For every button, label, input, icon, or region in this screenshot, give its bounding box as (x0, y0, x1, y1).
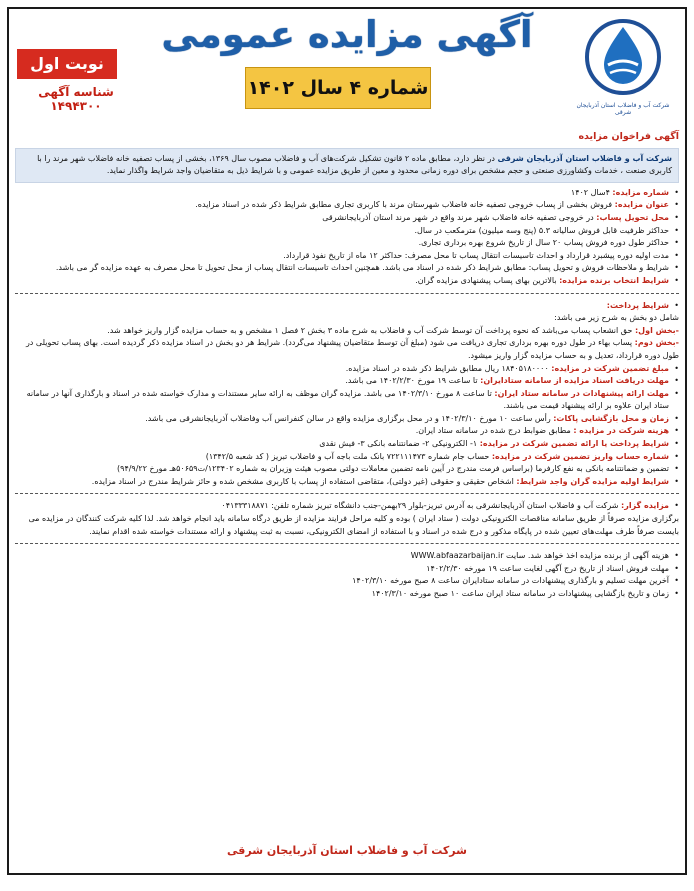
list-item: • شرایط اولیه مزایده گران واجد شرایط: اشخاص حقیقی و حقوقی (غیر دولتی)، متقاضی استفاده از پساب با کاربری مشخص شده و حائز شرایط مندرج در اسناد مزایده. (15, 476, 679, 489)
list-item: • زمان و تاریخ بازگشایی پیشنهادات در سامانه ستاد ایران ساعت ۱۰ صبح مورخه ۱۴۰۲/۳/۱۰ (15, 588, 679, 601)
page-title: آگهی مزایده عمومی (161, 13, 533, 56)
divider (15, 493, 679, 495)
list-item: • هزینه شرکت در مزایده : مطابق ضوابط درج شده در سامانه ستاد ایران. (15, 425, 679, 438)
list-item: • هزینه آگهی از برنده مزایده اخذ خواهد شد. سایت WWW.abfaazarbaijan.ir (15, 550, 679, 563)
turn-badge: نوبت اول (17, 49, 117, 79)
list-item: • آخرین مهلت تسلیم و بارگذاری پیشنهادات در سامانه ستادایران ساعت ۸ صبح مورخه ۱۴۰۲/۳/۱۰ (15, 575, 679, 588)
organizer-text: شرکت آب و فاضلاب استان آذربایجانشرقی به آدرس تبریز-بلوار ۲۹بهمن-جنب دانشگاه تبریز شماره تلفن: ۰۴۱۳۳۳۱۸۸۷۱ (221, 501, 622, 511)
organizer-note: برگزاری مزایده صرفاً از طریق سامانه مناقصات الکترونیکی دولت ( ستاد ایران ) بوده و کلیه مراحل فرایند مزایده از طریق درگاه سامانه باید انجام خواهد شد. لذا کلیه شرکت کنندگان در مزایده می بایست صرفاً طرف مهلت‌های تعیین شده در پایگاه مذکور و درج شده در اسناد و با استفاده از امضای الکترونیکی، نسبت به ثبت پیشنهاد و ارائه مستندات خواسته شده اقدام نمایند. (28, 514, 679, 536)
ad-page (7, 7, 687, 875)
auction-items (15, 187, 679, 288)
divider (15, 543, 679, 545)
list-item: • مهلت ارائه پیشنهادات در سامانه ستاد ایران: تا ساعت ۸ مورخ ۱۴۰۲/۳/۱۰ می باشد. مزایده گران موظف به ارائه سایر مستندات و مدارک خواسته شده در اسناد و بارگذاری آنها در سامانه ستاد ایران علاوه بر ارائه پیشنهاد قیمت می باشند. (15, 388, 679, 413)
final-notes (15, 550, 679, 600)
list-item: • شرایط و ملاحظات فروش و تحویل پساب: مطابق شرایط ذکر شده در اسناد می باشد. همچنین احداث تاسیسات انتقال پساب از محل تحویل تا محل مصرف به عهده مزایده گر می باشد. (15, 262, 679, 275)
payment-label: شرایط پرداخت: (606, 300, 669, 310)
payment-part1: -بخش اول: حق انشعاب پساب می‌باشد که نحوه پرداخت آن توسط شرکت آب و فاضلاب به شرح ماده ۳ بخش ۲ فصل ۱ مشخص و به حساب مزایده گزار واریز خواهد شد. (107, 325, 679, 335)
payment-terms (15, 300, 679, 363)
intro-box (15, 148, 679, 183)
list-item: • حداکثر ظرفیت قابل فروش سالیانه ۵.۳ (پنج وسه میلیون) مترمکعب در سال. (15, 225, 679, 238)
header (9, 9, 685, 127)
auction-details (15, 363, 679, 489)
organizer-block (15, 500, 679, 538)
intro-lead: شرکت آب و فاضلاب استان آذربایجان شرقی (497, 153, 672, 163)
list-item: • شرایط پرداخت یا ارائه تضمین شرکت در مزایده: ۱- الکترونیکی ۲- ضمانتنامه بانکی ۳- فیش نقدی (15, 438, 679, 451)
list-item: • شماره مزایده: ۴سال ۱۴۰۲ (15, 187, 679, 200)
ad-id: شناسه آگهی ۱۴۹۴۳۰۰ (38, 85, 114, 113)
list-item: • حداکثر طول دوره فروش پساب ۲۰ سال از تاریخ شروع بهره برداری تجاری. (15, 237, 679, 250)
list-item: • شرایط انتخاب برنده مزایده: بالاترین بهای پساب پیشنهادی مزایده گران. (15, 275, 679, 288)
list-item: • محل تحویل پساب: در خروجی تصفیه خانه فاضلاب شهر مرند واقع در شهر مرند استان آذربایجانشرقی (15, 212, 679, 225)
logo-caption: شرکت آب و فاضلاب استان آذربایجان شرقی (576, 102, 670, 116)
payment-intro: شامل دو بخش به شرح زیر می باشد: (554, 313, 679, 323)
section-heading: آگهی فراخوان مزایده (578, 131, 679, 142)
list-item: • مهلت دریافت اسناد مزایده از سامانه ستادایران: تا ساعت ۱۹ مورخ ۱۴۰۲/۲/۳۰ می باشد. (15, 375, 679, 388)
footer-company: شرکت آب و فاضلاب استان آذربایجان شرقی (227, 844, 467, 857)
list-item: • عنوان مزایده: فروش بخشی از پساب خروجی تصفیه خانه فاضلاب شهرستان مرند با کاربری تجاری مطابق شرایط ذکر شده در اسناد مزایده. (15, 199, 679, 212)
organizer-label: مزایده گزار: (621, 501, 669, 511)
payment-part2: -بخش دوم: پساب بهاء در طول دوره بهره برداری تجاری دریافت می شود (مبلغ آن توسط متقاضیان پیشنهاد می‌گردد). شرایط هر دو بخش در اسناد مزایده ذکر گردیده است. بهای پساب تحویلی در طول دوره قرارداد، تعدیل و به حساب مزایده گزار واریز میشود. (25, 338, 679, 360)
intro-text: در نظر دارد، مطابق ماده ۲ قانون تشکیل شرکت‌های آب و فاضلاب مصوب سال ۱۳۶۹، بخشی از پساب تصفیه خانه فاضلاب شهر مرند را با کاربری صنعت ، خدمات وکشاورزی صنعتی و حجم مشخص برای دوره زمانی محدود و معین از طریق مزایده عمومی و با شرایط ذیل به متقاضیان واجد شرایط واگذار نماید. (37, 153, 672, 176)
divider (15, 293, 679, 295)
list-item: • تضمین و ضمانتنامه بانکی به نفع کارفرما (براساس فرمت مندرج در آیین نامه تضمین معاملات دولتی مصوب هیئت وزیران به شماره ۱۲۳۴۰۲/ت۵۰۶۵۹هـ مورخ ۹۴/۹/۲۲) (15, 463, 679, 476)
list-item: • مبلغ تضمین شرکت در مزایده: ۱۸۴۰۵۱۸۰۰۰۰ ریال مطابق شرایط ذکر شده در اسناد مزایده. (15, 363, 679, 376)
ad-body (15, 131, 679, 601)
list-item: • مهلت فروش اسناد از تاریخ درج آگهی لغایت ساعت ۱۹ مورخه ۱۴۰۲/۲/۳۰ (15, 563, 679, 576)
list-item: • مدت اولیه دوره پیشبرد قرارداد و احداث تاسیسات انتقال پساب تا محل مصرف: حداکثر ۱۲ ماه از تاریخ نفوذ قرارداد. (15, 250, 679, 263)
issue-number-badge: شماره ۴ سال ۱۴۰۲ (245, 67, 431, 109)
list-item: • شماره حساب واریز تضمین شرکت در مزایده: حساب جام شماره ۷۲۲۱۱۱۴۷۳ بانک ملت باجه آب و فاضلاب تبریز ( کد شعبه ۱۳۴۲/۵) (15, 451, 679, 464)
list-item: • زمان و محل بازگشایی پاکات: رأس ساعت ۱۰ مورخ ۱۴۰۲/۳/۱۰ و در محل برگزاری مزایده واقع در سالن کنفرانس آب وفاضلاب آذربایجانشرقی می باشد. (15, 413, 679, 426)
